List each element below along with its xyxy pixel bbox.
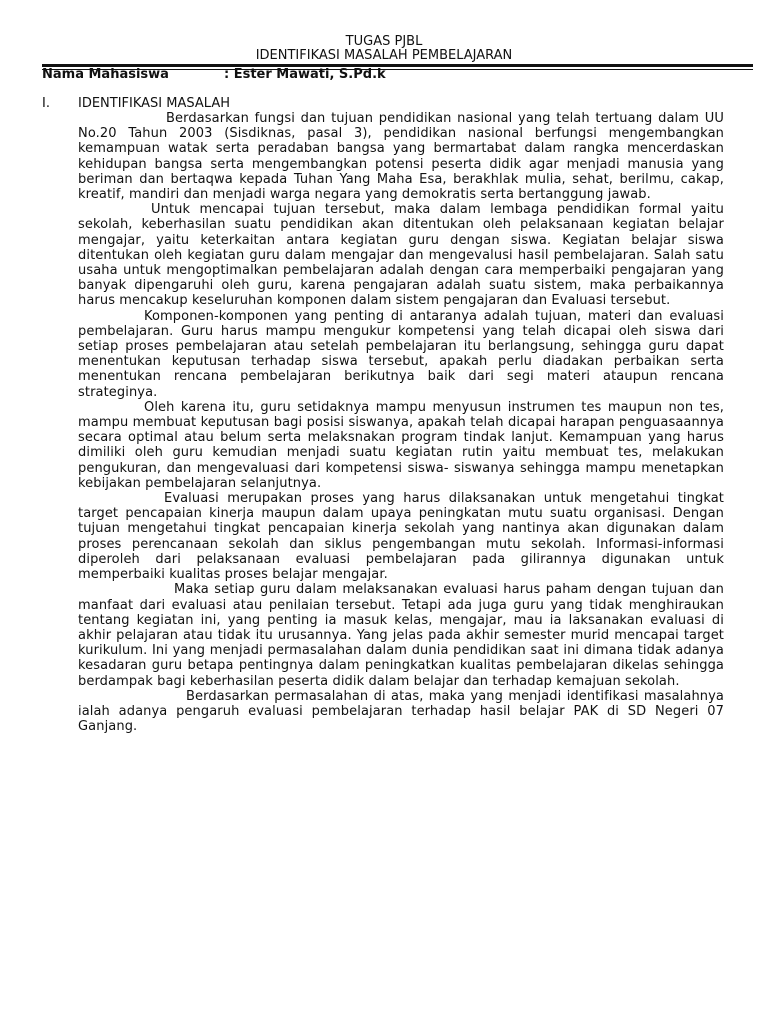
section-title: IDENTIFIKASI MASALAH xyxy=(78,96,230,111)
paragraph-3: Komponen-komponen yang penting di antaranya adalah tujuan, materi dan evaluasi pembelajaran. Guru harus mampu mengukur kompetensi yang telah dicapai oleh siswa dari setiap proses pembelajaran atau setelah pembelajaran itu berlangsung, sehingga guru dapat menentukan keputusan terhadap siswa tersebut, apakah perlu diadakan perbaikan serta menentukan rencana pembelajaran berikutnya baik dari segi materi ataupun rencana strateginya. xyxy=(78,308,724,400)
document-header-line-1: TUGAS PJBL xyxy=(345,34,423,49)
paragraph-2: Untuk mencapai tujuan tersebut, maka dalam lembaga pendidikan formal yaitu sekolah, keberhasilan suatu pendidikan akan ditentukan oleh pelaksanaan kegiatan belajar mengajar, yaitu keterkaitan antara kegiatan guru dengan siswa. Kegiatan belajar siswa ditentukan oleh kegiatan guru dalam mengajar dan mengevalusi hasil pembelajaran. Salah satu usaha untuk mengoptimalkan pembelajaran adalah dengan cara memperbaiki pengajaran yang banyak dipengaruhi oleh guru, karena pengajaran adalah suatu sistem, maka perbaikannya harus mencakup keseluruhan komponen dalam sistem pengajaran dan Evaluasi tersebut. xyxy=(78,202,724,309)
student-name-label: Nama Mahasiswa xyxy=(42,67,169,82)
section-number: I. xyxy=(42,96,50,111)
paragraph-4: Oleh karena itu, guru setidaknya mampu menyusun instrumen tes maupun non tes, mampu membuat keputusan bagi posisi siswanya, apakah telah dicapai harapan penguasaannya secara optimal atau belum serta melaksnakan program tindak lanjut. Kemampuan yang harus dimiliki oleh guru kemudian menjadi suatu kegiatan rutin yaitu membuat tes, melakukan pengukuran, dan mengevaluasi dari kompetensi siswa- siswanya sehingga mampu menetapkan kebijakan pembelajaran selanjutnya. xyxy=(78,399,724,491)
paragraph-7: Berdasarkan permasalahan di atas, maka yang menjadi identifikasi masalahnya ialah adanya pengaruh evaluasi pembelajaran terhadap hasil belajar PAK di SD Negeri 07 Ganjang. xyxy=(78,688,724,735)
document-header-line-2: IDENTIFIKASI MASALAH PEMBELAJARAN xyxy=(255,48,513,63)
document-body xyxy=(78,111,724,734)
student-name-row xyxy=(42,67,386,83)
student-name-value: : Ester Mawati, S.Pd.k xyxy=(224,67,386,82)
paragraph-1: Berdasarkan fungsi dan tujuan pendidikan nasional yang telah tertuang dalam UU No.20 Tahun 2003 (Sisdiknas, pasal 3), pendidikan nasional berfungsi mengembangkan kemampuan watak serta peradaban bangsa yang bermartabat dalam rangka mencerdaskan kehidupan bangsa serta mengembangkan potensi peserta didik agar menjadi manusia yang beriman dan bertaqwa kepada Tuhan Yang Maha Esa, berakhlak mulia, sehat, berilmu, cakap, kreatif, mandiri dan menjadi warga negara yang demokratis serta bertanggung jawab. xyxy=(78,111,724,203)
paragraph-6: Maka setiap guru dalam melaksanakan evaluasi harus paham dengan tujuan dan manfaat dari evaluasi atau penilaian tersebut. Tetapi ada juga guru yang tidak menghiraukan tentang kegiatan ini, yang penting ia masuk kelas, mengajar, mau ia laksanakan evaluasi di akhir pelajaran atau tidak itu urusannya. Yang jelas pada akhir semester murid mencapai target kurikulum. Ini yang menjadi permasalahan dalam dunia pendidikan saat ini dimana tidak adanya kesadaran guru betapa pentingnya dalam peningkatkan kualitas pembelajaran dikelas sehingga berdampak bagi keberhasilan peserta didik dalam belajar dan terhadap kemajuan sekolah. xyxy=(78,582,724,689)
section-heading xyxy=(42,96,230,112)
paragraph-5: Evaluasi merupakan proses yang harus dilaksanakan untuk mengetahui tingkat target pencapaian kinerja maupun dalam upaya peningkatan mutu suatu organisasi. Dengan tujuan mengetahui tingkat pencapaian kinerja sekolah yang nantinya akan digunakan dalam proses perencanaan sekolah dan siklus pengembangan mutu sekolah. Informasi-informasi diperoleh dari pelaksanaan evaluasi pembelajaran pada gilirannya digunakan untuk memperbaiki kualitas proses belajar mengajar. xyxy=(78,491,724,583)
